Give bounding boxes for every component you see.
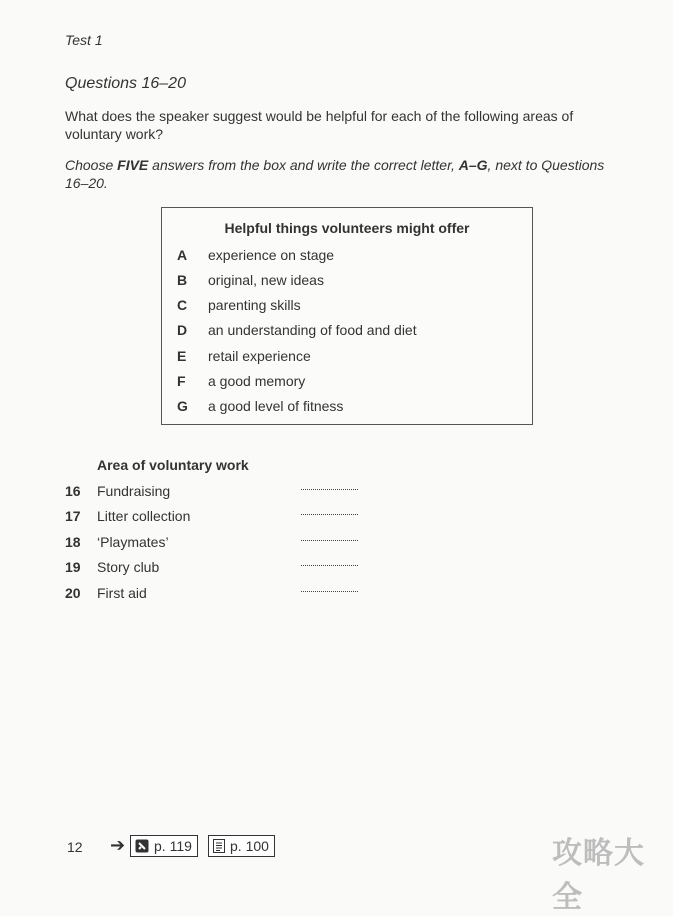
option-text: a good memory [208,373,306,389]
option-text: retail experience [208,348,311,364]
question-number: 16 [65,483,81,499]
instruction-mid: answers from the box and write the correct letter, [148,157,459,173]
option-letter: D [177,322,188,338]
question-prompt: What does the speaker suggest would be helpful for each of the following areas of voluntary work? [65,108,574,142]
option-item [177,398,343,414]
option-item [177,272,324,288]
option-item [177,373,305,389]
instruction-bold-range: A–G [458,157,488,173]
question-number: 17 [65,508,81,524]
option-item [177,322,417,338]
option-letter: F [177,373,186,389]
options-box-title: Helpful things volunteers might offer [224,220,470,236]
question-row-18 [65,534,365,552]
transcript-reference[interactable] [208,835,275,857]
question-number: 19 [65,559,81,575]
question-label: First aid [97,585,147,601]
option-item [177,348,311,364]
transcript-page: p. 100 [230,838,269,854]
option-letter: G [177,398,188,414]
option-text: experience on stage [208,247,335,263]
areas-heading: Area of voluntary work [97,457,249,473]
option-text: a good level of fitness [208,398,344,414]
question-row-17 [65,508,365,526]
section-title: Questions 16–20 [65,75,186,92]
question-label: Story club [97,559,160,575]
answer-blank[interactable] [301,514,358,515]
answer-blank[interactable] [301,540,358,541]
question-label: Litter collection [97,508,191,524]
answer-key-reference[interactable] [130,835,198,857]
option-text: original, new ideas [208,272,324,288]
question-row-19 [65,559,365,577]
instruction-bold-five: FIVE [117,157,149,173]
option-letter: B [177,272,188,288]
question-label: Fundraising [97,483,171,499]
question-number: 20 [65,585,81,601]
option-item [177,297,301,313]
option-item [177,247,334,263]
instruction-post: , next to Questions 16–20. [65,157,605,191]
option-text: an understanding of food and diet [208,322,417,338]
document-icon [213,839,225,853]
answer-blank[interactable] [301,591,358,592]
page-number: 12 [67,839,83,855]
watermark: 攻略大全 [552,837,645,914]
question-row-16 [65,483,365,501]
test-label: Test 1 [65,32,103,48]
option-text: parenting skills [208,297,301,313]
question-label: ‘Playmates’ [97,534,169,550]
answer-key-icon [135,839,149,853]
options-box [161,207,533,425]
instruction [65,156,625,192]
instruction-pre: Choose [65,157,118,173]
answer-blank[interactable] [301,489,358,490]
option-letter: E [177,348,187,364]
answer-key-page: p. 119 [154,838,192,854]
arrow-right-icon: ➔ [110,835,126,855]
option-letter: A [177,247,188,263]
question-row-20 [65,585,365,603]
answer-blank[interactable] [301,565,358,566]
option-letter: C [177,297,188,313]
question-number: 18 [65,534,81,550]
